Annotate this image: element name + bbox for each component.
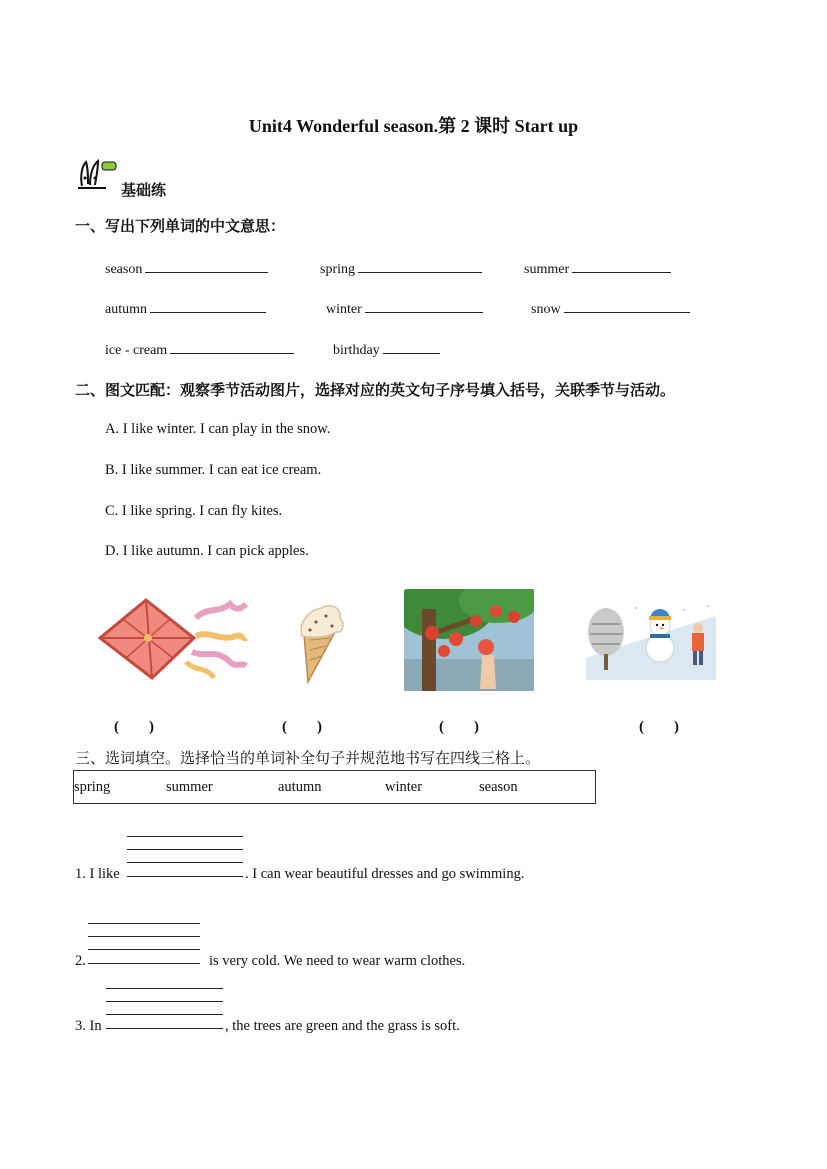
page-title: Unit4 Wonderful season.第 2 课时 Start up — [248, 116, 579, 136]
question-3-prefix: 3. In — [75, 1018, 102, 1034]
word-item: season — [105, 258, 268, 278]
word-bank-item: spring — [74, 779, 111, 795]
answer-paren-4[interactable]: ( ) — [639, 719, 679, 735]
rabbit-ears-icon — [76, 158, 118, 190]
question-1-suffix: . I can wear beautiful dresses and go swimming. — [245, 866, 525, 882]
word-bank-item: summer — [166, 779, 213, 795]
word-item: snow — [531, 298, 690, 318]
answer-paren-1[interactable]: ( ) — [114, 719, 154, 735]
section3-heading: 三、选词填空。选择恰当的单词补全句子并规范地书写在四线三格上。 — [75, 751, 541, 767]
option-c: C. I like spring. I can fly kites. — [105, 503, 283, 519]
word-item: autumn — [105, 298, 266, 318]
question-2-prefix: 2. — [75, 953, 86, 969]
word-item: spring — [320, 258, 482, 278]
word-bank-item: season — [479, 779, 518, 795]
option-b: B. I like summer. I can eat ice cream. — [105, 462, 322, 478]
section2-heading: 二、图文匹配：观察季节活动图片，选择对应的英文句子序号填入括号，关联季节与活动。 — [75, 383, 676, 399]
snowman-picture — [586, 598, 716, 680]
ice-cream-picture — [296, 600, 348, 684]
apple-tree-picture — [404, 589, 534, 691]
question-1-prefix: 1. I like — [75, 866, 120, 882]
question-3-suffix: , the trees are green and the grass is soft. — [225, 1018, 460, 1034]
word-item: winter — [326, 298, 483, 318]
question-2-suffix: is very cold. We need to wear warm clothes. — [209, 953, 466, 969]
basic-practice-label: 基础练 — [121, 183, 167, 199]
answer-paren-3[interactable]: ( ) — [439, 719, 479, 735]
kite-picture — [96, 596, 248, 682]
word-bank-item: winter — [385, 779, 423, 795]
option-a: A. I like winter. I can play in the snow. — [105, 421, 331, 437]
word-item: summer — [524, 258, 671, 278]
word-item: birthday — [333, 339, 440, 359]
option-d: D. I like autumn. I can pick apples. — [105, 543, 309, 559]
answer-paren-2[interactable]: ( ) — [282, 719, 322, 735]
word-bank-box — [73, 770, 596, 804]
section1-heading: 一、写出下列单词的中文意思： — [75, 219, 286, 235]
word-bank-item: autumn — [278, 779, 322, 795]
word-item: ice - cream — [105, 339, 294, 359]
